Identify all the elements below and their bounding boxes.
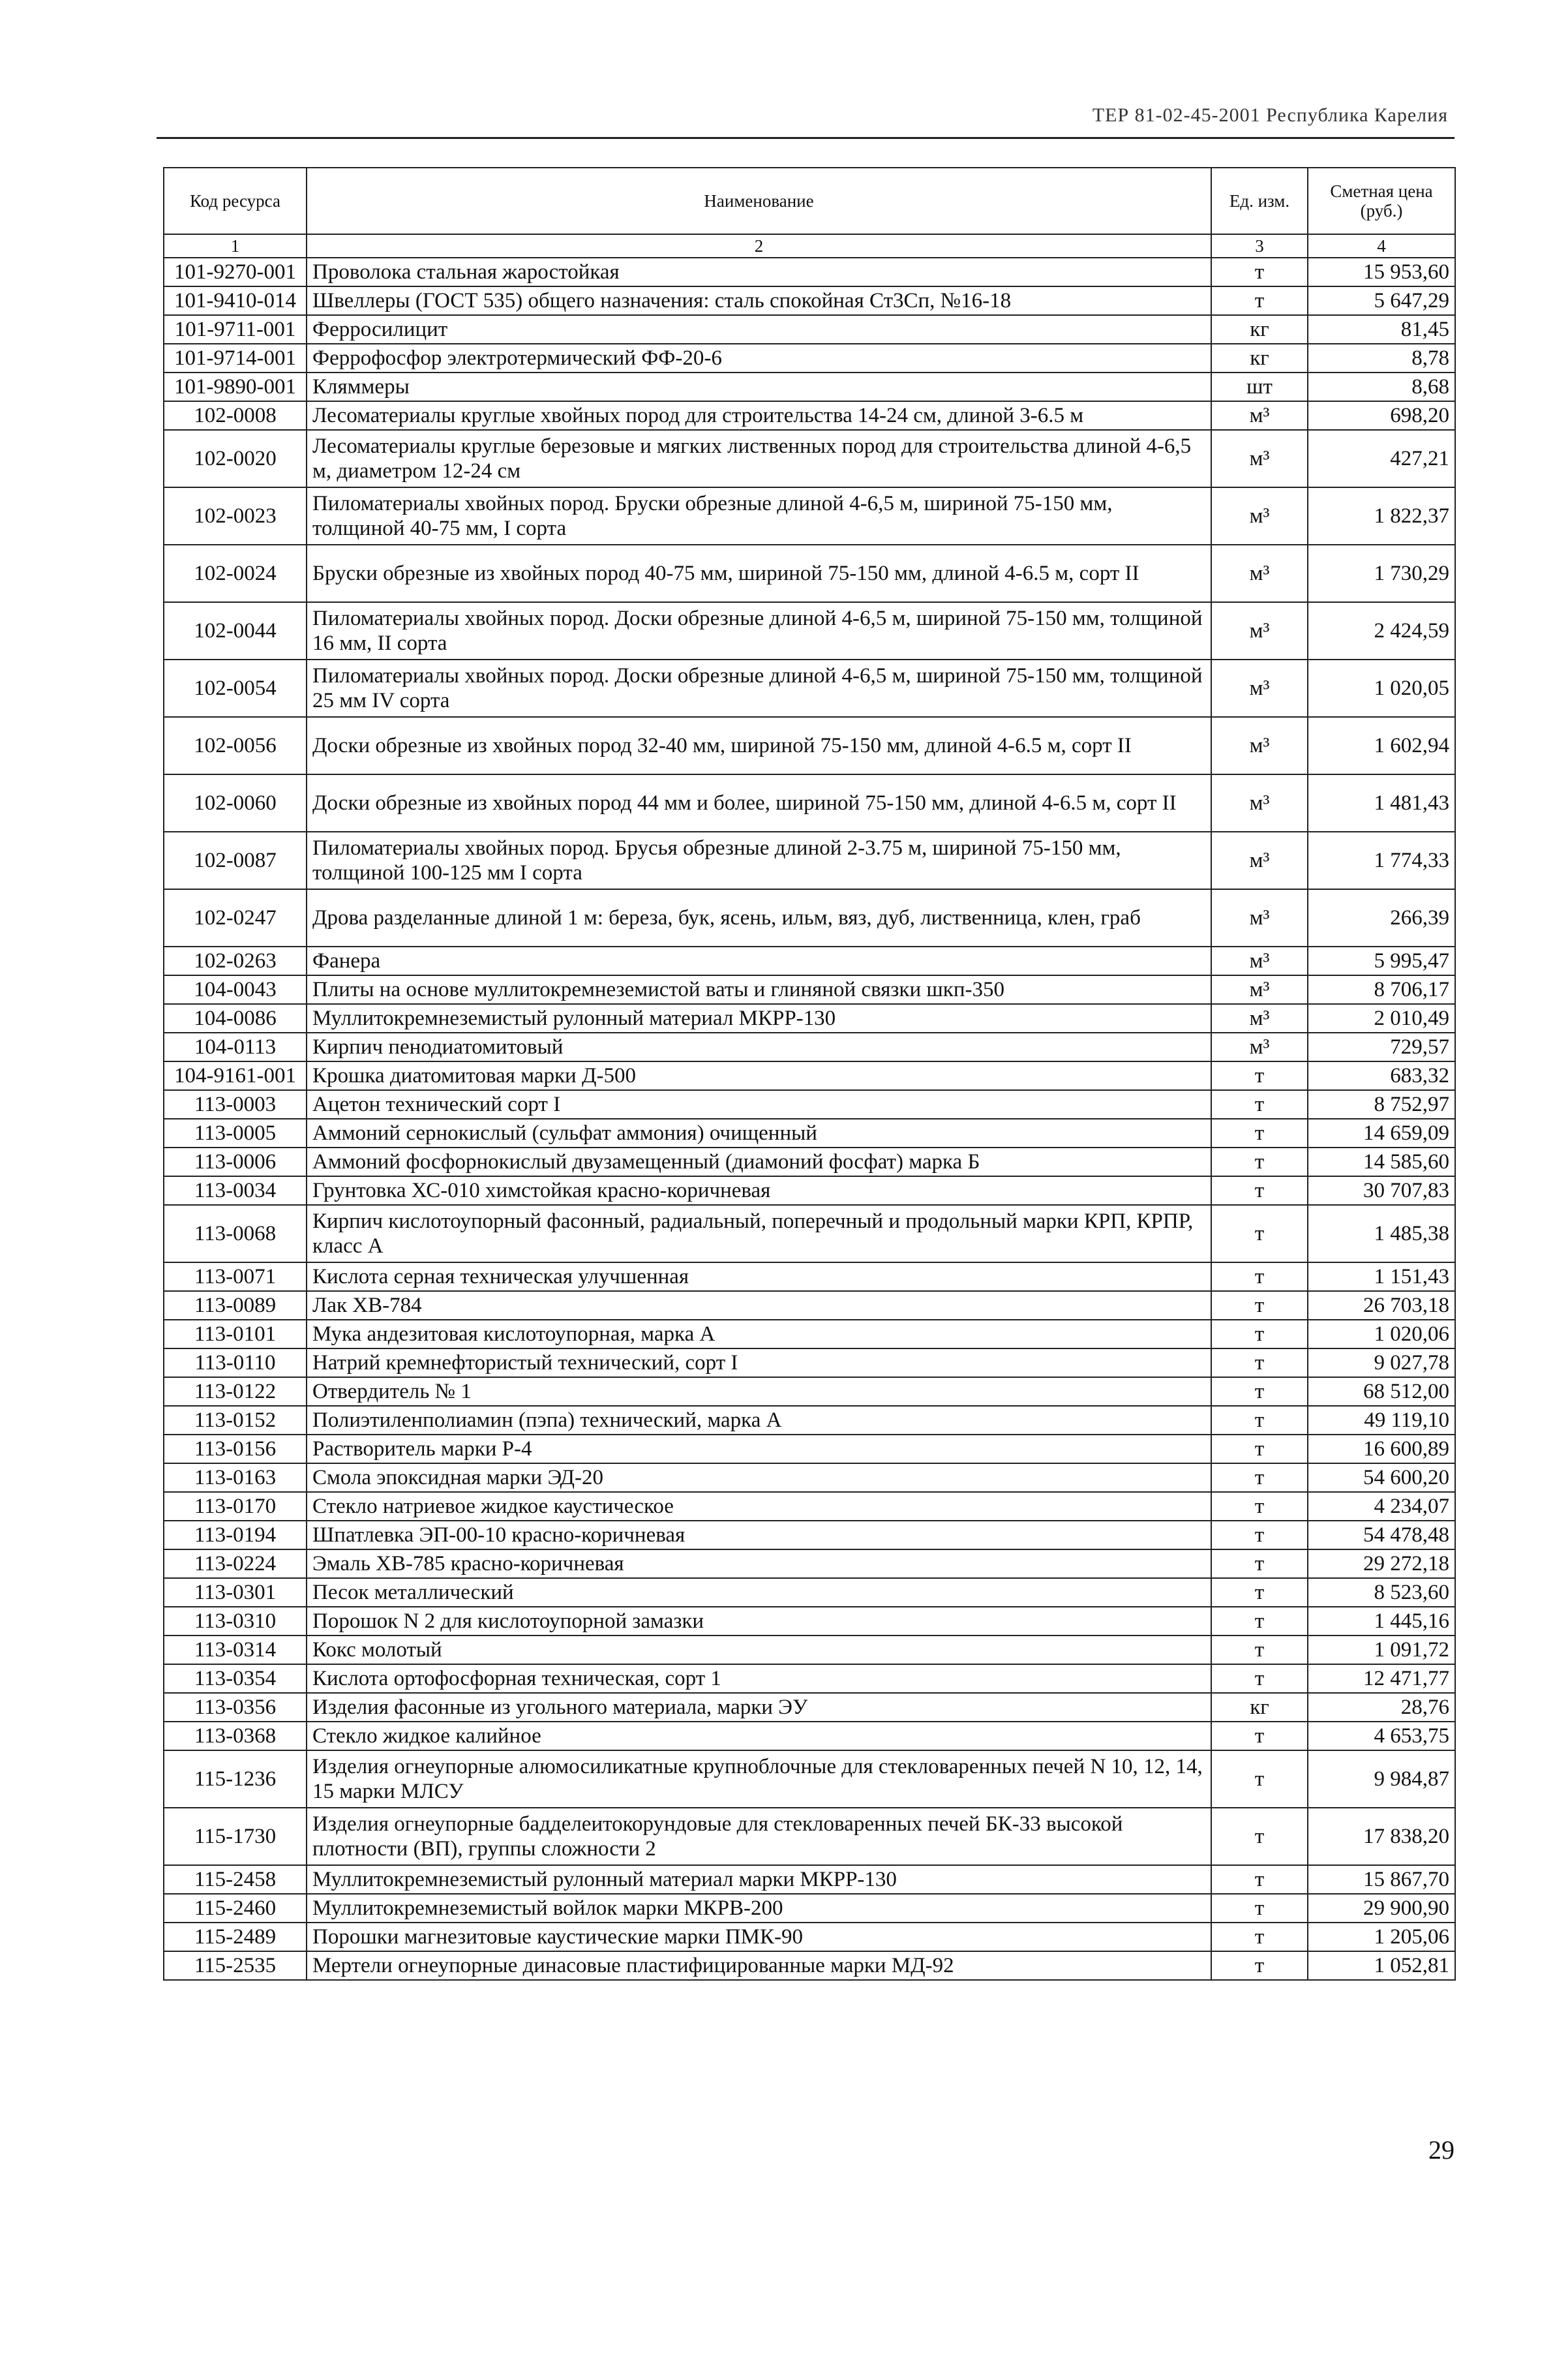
price-cell: 5 647,29 [1308,286,1455,315]
resource-name-cell: Лесоматериалы круглые хвойных пород для строительства 14-24 см, длиной 3-6.5 м [307,401,1211,430]
table-row [164,1148,1455,1176]
resource-code-cell: 113-0368 [164,1722,307,1750]
unit-cell: т [1211,1348,1308,1377]
table-row [164,1722,1455,1750]
resource-name-cell: Растворитель марки Р-4 [307,1435,1211,1463]
resource-code-cell: 104-0086 [164,1004,307,1033]
unit-cell: т [1211,1406,1308,1435]
price-cell: 29 900,90 [1308,1894,1455,1923]
table-row [164,774,1455,832]
resource-name-cell: Кислота серная техническая улучшенная [307,1262,1211,1291]
price-cell: 2 010,49 [1308,1004,1455,1033]
column-number-row [164,234,1455,258]
price-cell: 729,57 [1308,1033,1455,1061]
price-cell: 81,45 [1308,315,1455,344]
unit-cell: кг [1211,1693,1308,1722]
resource-code-cell: 115-2458 [164,1865,307,1894]
resource-code-cell: 102-0247 [164,889,307,947]
price-cell: 8,78 [1308,344,1455,373]
resource-name-cell: Аммоний фосфорнокислый двузамещенный (диамоний фосфат) марка Б [307,1148,1211,1176]
resource-code-cell: 113-0156 [164,1435,307,1463]
unit-cell: т [1211,1320,1308,1348]
resource-code-cell: 104-0043 [164,975,307,1004]
unit-cell: кг [1211,315,1308,344]
header-rule [157,137,1455,139]
unit-cell: т [1211,1148,1308,1176]
price-cell: 14 585,60 [1308,1148,1455,1176]
unit-cell: т [1211,1664,1308,1693]
unit-cell: т [1211,1894,1308,1923]
price-cell: 49 119,10 [1308,1406,1455,1435]
resource-code-cell: 113-0110 [164,1348,307,1377]
unit-cell: м³ [1211,602,1308,660]
price-cell: 698,20 [1308,401,1455,430]
resource-code-cell: 101-9714-001 [164,344,307,373]
price-cell: 1 445,16 [1308,1607,1455,1636]
price-cell: 30 707,83 [1308,1176,1455,1205]
unit-cell: м³ [1211,717,1308,774]
table-row [164,401,1455,430]
price-cell: 9 027,78 [1308,1348,1455,1377]
resource-name-cell: Изделия фасонные из угольного материала, марки ЭУ [307,1693,1211,1722]
unit-cell: кг [1211,344,1308,373]
price-cell: 1 091,72 [1308,1636,1455,1664]
price-cell: 1 205,06 [1308,1923,1455,1951]
price-cell: 15 953,60 [1308,258,1455,286]
table-header-row [164,168,1455,234]
resource-code-cell: 101-9270-001 [164,258,307,286]
resource-name-cell: Дрова разделанные длиной 1 м: береза, бук, ясень, ильм, вяз, дуб, лиственница, клен, граб [307,889,1211,947]
unit-cell: т [1211,1923,1308,1951]
table-row [164,1693,1455,1722]
unit-cell: м³ [1211,660,1308,717]
price-cell: 1 020,05 [1308,660,1455,717]
resource-code-cell: 101-9711-001 [164,315,307,344]
resource-name-cell: Пиломатериалы хвойных пород. Бруски обрезные длиной 4-6,5 м, шириной 75-150 мм, толщиной 40-75 мм, I сорта [307,487,1211,545]
resource-code-cell: 113-0170 [164,1492,307,1521]
unit-cell: т [1211,1090,1308,1119]
unit-cell: шт [1211,373,1308,401]
unit-cell: м³ [1211,1004,1308,1033]
resource-code-cell: 113-0356 [164,1693,307,1722]
unit-cell: м³ [1211,889,1308,947]
table-row [164,1865,1455,1894]
unit-cell: м³ [1211,401,1308,430]
table-row [164,1262,1455,1291]
price-cell: 68 512,00 [1308,1377,1455,1406]
resource-name-cell: Пиломатериалы хвойных пород. Брусья обрезные длиной 2-3.75 м, шириной 75-150 мм, толщиной 100-125 мм I сорта [307,832,1211,889]
resource-code-cell: 102-0023 [164,487,307,545]
resource-code-cell: 113-0006 [164,1148,307,1176]
resource-name-cell: Стекло натриевое жидкое каустическое [307,1492,1211,1521]
table-row [164,1664,1455,1693]
resource-name-cell: Лак ХВ-784 [307,1291,1211,1320]
resource-code-cell: 113-0034 [164,1176,307,1205]
column-number: 3 [1211,234,1308,258]
resource-code-cell: 115-1236 [164,1750,307,1808]
table-row [164,1090,1455,1119]
resource-name-cell: Натрий кремнефтористый технический, сорт I [307,1348,1211,1377]
table-row [164,717,1455,774]
resource-name-cell: Феррофосфор электротермический ФФ-20-6 [307,344,1211,373]
resource-code-cell: 115-2535 [164,1951,307,1980]
resource-name-cell: Бруски обрезные из хвойных пород 40-75 мм, шириной 75-150 мм, длиной 4-6.5 м, сорт II [307,545,1211,602]
resource-name-cell: Кирпич пенодиатомитовый [307,1033,1211,1061]
page-number: 29 [1428,2135,1455,2165]
unit-cell: т [1211,1061,1308,1090]
resource-code-cell: 102-0020 [164,430,307,487]
resource-name-cell: Стекло жидкое калийное [307,1722,1211,1750]
resource-name-cell: Ферросилицит [307,315,1211,344]
resource-name-cell: Отвердитель № 1 [307,1377,1211,1406]
resource-name-cell: Доски обрезные из хвойных пород 44 мм и более, шириной 75-150 мм, длиной 4-6.5 м, сорт II [307,774,1211,832]
unit-cell: т [1211,1636,1308,1664]
unit-cell: м³ [1211,832,1308,889]
column-header-code: Код ресурса [164,168,307,234]
price-cell: 54 478,48 [1308,1521,1455,1549]
column-number: 4 [1308,234,1455,258]
table-row [164,947,1455,975]
resource-name-cell: Муллитокремнеземистый рулонный материал марки МКРР-130 [307,1865,1211,1894]
unit-cell: т [1211,1262,1308,1291]
resource-name-cell: Кирпич кислотоупорный фасонный, радиальный, поперечный и продольный марки КРП, КРПР, класс А [307,1205,1211,1262]
price-cell: 8 752,97 [1308,1090,1455,1119]
resource-name-cell: Изделия огнеупорные алюмосиликатные крупноблочные для стекловаренных печей N 10, 12, 14, 15 марки МЛСУ [307,1750,1211,1808]
price-cell: 54 600,20 [1308,1463,1455,1492]
table-body [164,258,1455,1980]
unit-cell: т [1211,1435,1308,1463]
table-row [164,1348,1455,1377]
table-row [164,1607,1455,1636]
resource-name-cell: Проволока стальная жаростойкая [307,258,1211,286]
resource-code-cell: 104-9161-001 [164,1061,307,1090]
unit-cell: т [1211,1607,1308,1636]
table-row [164,1951,1455,1980]
resource-name-cell: Эмаль ХВ-785 красно-коричневая [307,1549,1211,1578]
resource-code-cell: 102-0056 [164,717,307,774]
unit-cell: т [1211,1492,1308,1521]
unit-cell: т [1211,286,1308,315]
resource-name-cell: Пиломатериалы хвойных пород. Доски обрезные длиной 4-6,5 м, шириной 75-150 мм, толщиной 16 мм, II сорта [307,602,1211,660]
resource-name-cell: Кислота ортофосфорная техническая, сорт 1 [307,1664,1211,1693]
unit-cell: м³ [1211,487,1308,545]
resource-name-cell: Ацетон технический сорт I [307,1090,1211,1119]
unit-cell: м³ [1211,545,1308,602]
unit-cell: т [1211,1549,1308,1578]
resource-name-cell: Муллитокремнеземистый войлок марки МКРВ-200 [307,1894,1211,1923]
resource-name-cell: Порошки магнезитовые каустические марки ПМК-90 [307,1923,1211,1951]
table-row [164,1119,1455,1148]
resource-name-cell: Муллитокремнеземистый рулонный материал МКРР-130 [307,1004,1211,1033]
resource-code-cell: 113-0003 [164,1090,307,1119]
table-row [164,1894,1455,1923]
price-cell: 14 659,09 [1308,1119,1455,1148]
resource-code-cell: 113-0122 [164,1377,307,1406]
resource-name-cell: Плиты на основе муллитокремнеземистой ваты и глиняной связки шкп-350 [307,975,1211,1004]
table-row [164,602,1455,660]
table-row [164,832,1455,889]
price-cell: 12 471,77 [1308,1664,1455,1693]
table-row [164,889,1455,947]
resource-code-cell: 102-0044 [164,602,307,660]
unit-cell: т [1211,1750,1308,1808]
price-cell: 4 653,75 [1308,1722,1455,1750]
unit-cell: т [1211,1951,1308,1980]
resource-code-cell: 113-0163 [164,1463,307,1492]
unit-cell: т [1211,1176,1308,1205]
resource-name-cell: Песок металлический [307,1578,1211,1607]
price-cell: 28,76 [1308,1693,1455,1722]
resource-code-cell: 115-1730 [164,1808,307,1865]
column-header-unit: Ед. изм. [1211,168,1308,234]
resource-name-cell: Шпатлевка ЭП-00-10 красно-коричневая [307,1521,1211,1549]
resource-code-cell: 113-0089 [164,1291,307,1320]
table-row [164,1377,1455,1406]
table-row [164,1291,1455,1320]
price-cell: 15 867,70 [1308,1865,1455,1894]
resource-code-cell: 102-0008 [164,401,307,430]
unit-cell: т [1211,1808,1308,1865]
price-cell: 683,32 [1308,1061,1455,1090]
table-row [164,315,1455,344]
resource-name-cell: Мертели огнеупорные динасовые пластифицированные марки МД-92 [307,1951,1211,1980]
price-cell: 1 730,29 [1308,545,1455,602]
price-cell: 1 151,43 [1308,1262,1455,1291]
resource-name-cell: Крошка диатомитовая марки Д-500 [307,1061,1211,1090]
unit-cell: т [1211,1521,1308,1549]
table-row [164,1808,1455,1865]
resource-code-cell: 115-2460 [164,1894,307,1923]
resource-name-cell: Кляммеры [307,373,1211,401]
resource-code-cell: 102-0060 [164,774,307,832]
price-cell: 1 822,37 [1308,487,1455,545]
table-row [164,1176,1455,1205]
resource-code-cell: 104-0113 [164,1033,307,1061]
resource-code-cell: 113-0354 [164,1664,307,1693]
price-cell: 266,39 [1308,889,1455,947]
resource-code-cell: 113-0310 [164,1607,307,1636]
unit-cell: м³ [1211,947,1308,975]
resource-name-cell: Доски обрезные из хвойных пород 32-40 мм, шириной 75-150 мм, длиной 4-6.5 м, сорт II [307,717,1211,774]
unit-cell: т [1211,1463,1308,1492]
table-row [164,975,1455,1004]
resource-code-cell: 113-0068 [164,1205,307,1262]
resource-name-cell: Порошок N 2 для кислотоупорной замазки [307,1607,1211,1636]
unit-cell: м³ [1211,774,1308,832]
resource-code-cell: 102-0024 [164,545,307,602]
price-cell: 427,21 [1308,430,1455,487]
price-cell: 2 424,59 [1308,602,1455,660]
document-header-title: ТЕР 81-02-45-2001 Республика Карелия [1092,104,1448,126]
price-cell: 17 838,20 [1308,1808,1455,1865]
resource-name-cell: Полиэтиленполиамин (пэпа) технический, марка А [307,1406,1211,1435]
price-cell: 8 523,60 [1308,1578,1455,1607]
price-cell: 1 602,94 [1308,717,1455,774]
unit-cell: т [1211,1291,1308,1320]
resource-code-cell: 113-0224 [164,1549,307,1578]
resource-code-cell: 102-0087 [164,832,307,889]
price-cell: 5 995,47 [1308,947,1455,975]
unit-cell: т [1211,1578,1308,1607]
resource-name-cell: Пиломатериалы хвойных пород. Доски обрезные длиной 4-6,5 м, шириной 75-150 мм, толщиной 25 мм IV сорта [307,660,1211,717]
resource-code-cell: 113-0152 [164,1406,307,1435]
price-cell: 9 984,87 [1308,1750,1455,1808]
resource-name-cell: Кокс молотый [307,1636,1211,1664]
table-row [164,1636,1455,1664]
price-cell: 1 020,06 [1308,1320,1455,1348]
resource-code-cell: 102-0054 [164,660,307,717]
resource-code-cell: 113-0101 [164,1320,307,1348]
price-cell: 1 774,33 [1308,832,1455,889]
resource-name-cell: Лесоматериалы круглые березовые и мягких лиственных пород для строительства длиной 4-6,5 м, диаметром 12-24 см [307,430,1211,487]
table-row [164,1435,1455,1463]
resource-code-cell: 101-9890-001 [164,373,307,401]
table-row [164,660,1455,717]
unit-cell: т [1211,1865,1308,1894]
column-header-price: Сметная цена (руб.) [1308,168,1455,234]
table-row [164,344,1455,373]
table-row [164,1492,1455,1521]
table-row [164,1750,1455,1808]
column-number: 2 [307,234,1211,258]
table-row [164,258,1455,286]
column-number: 1 [164,234,307,258]
price-cell: 29 272,18 [1308,1549,1455,1578]
table-row [164,1923,1455,1951]
table-row [164,1463,1455,1492]
table-row [164,1406,1455,1435]
unit-cell: м³ [1211,975,1308,1004]
resource-name-cell: Изделия огнеупорные бадделеитокорундовые для стекловаренных печей БК-33 высокой плотности (ВП), группы сложности 2 [307,1808,1211,1865]
resource-code-cell: 115-2489 [164,1923,307,1951]
unit-cell: т [1211,1119,1308,1148]
resource-name-cell: Фанера [307,947,1211,975]
table-row [164,1004,1455,1033]
resource-price-table [163,167,1456,1981]
resource-code-cell: 113-0314 [164,1636,307,1664]
unit-cell: т [1211,258,1308,286]
table-row [164,545,1455,602]
column-header-name: Наименование [307,168,1211,234]
price-cell: 8 706,17 [1308,975,1455,1004]
unit-cell: т [1211,1377,1308,1406]
resource-name-cell: Грунтовка ХС-010 химстойкая красно-коричневая [307,1176,1211,1205]
resource-code-cell: 102-0263 [164,947,307,975]
price-cell: 1 481,43 [1308,774,1455,832]
table-row [164,1320,1455,1348]
unit-cell: м³ [1211,1033,1308,1061]
table-row [164,430,1455,487]
price-cell: 8,68 [1308,373,1455,401]
resource-code-cell: 113-0194 [164,1521,307,1549]
resource-name-cell: Швеллеры (ГОСТ 535) общего назначения: сталь спокойная Ст3Сп, №16-18 [307,286,1211,315]
table-row [164,487,1455,545]
table-row [164,1061,1455,1090]
price-cell: 26 703,18 [1308,1291,1455,1320]
table-row [164,1578,1455,1607]
price-cell: 1 052,81 [1308,1951,1455,1980]
unit-cell: т [1211,1205,1308,1262]
table-row [164,1521,1455,1549]
resource-code-cell: 113-0301 [164,1578,307,1607]
resource-name-cell: Смола эпоксидная марки ЭД-20 [307,1463,1211,1492]
unit-cell: т [1211,1722,1308,1750]
table-row [164,1549,1455,1578]
table-row [164,1033,1455,1061]
resource-name-cell: Мука андезитовая кислотоупорная, марка А [307,1320,1211,1348]
price-cell: 1 485,38 [1308,1205,1455,1262]
unit-cell: м³ [1211,430,1308,487]
table-row [164,373,1455,401]
table-row [164,1205,1455,1262]
price-cell: 4 234,07 [1308,1492,1455,1521]
resource-code-cell: 101-9410-014 [164,286,307,315]
resource-name-cell: Аммоний сернокислый (сульфат аммония) очищенный [307,1119,1211,1148]
table-row [164,286,1455,315]
resource-code-cell: 113-0005 [164,1119,307,1148]
resource-code-cell: 113-0071 [164,1262,307,1291]
price-cell: 16 600,89 [1308,1435,1455,1463]
